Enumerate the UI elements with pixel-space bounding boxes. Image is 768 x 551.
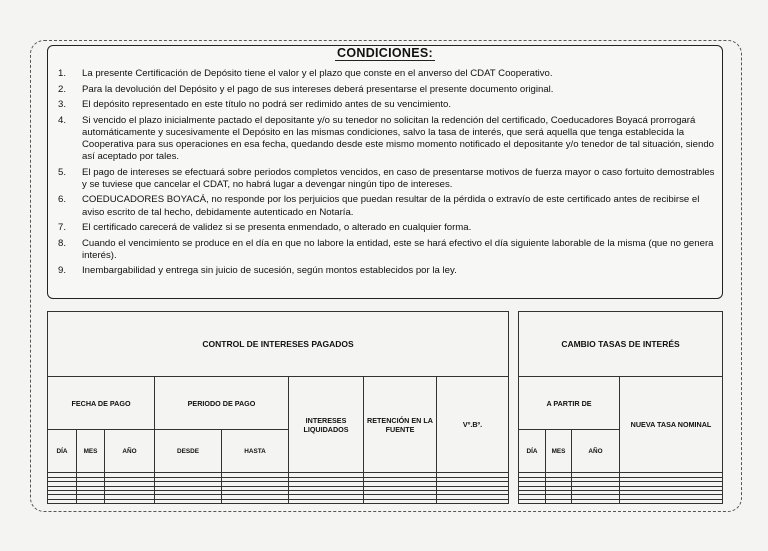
empty-cell (519, 499, 546, 503)
condition-item (54, 99, 716, 111)
condition-number: 4. (58, 114, 67, 126)
condition-item (54, 84, 716, 96)
condition-item (54, 115, 716, 164)
interest-row (48, 499, 509, 503)
interest-control-table (47, 311, 508, 504)
condition-item (54, 222, 716, 234)
condition-item (54, 194, 716, 218)
condition-text: El certificado carecerá de validez si se presenta enmendado, o alterado en cualquier forma. (82, 222, 472, 234)
condition-item (54, 167, 716, 191)
empty-cell (437, 499, 509, 503)
a-partir-header: A PARTIR DE (519, 377, 620, 429)
empty-cell (77, 499, 105, 503)
condition-text: El depósito representado en este título no podrá ser redimido antes de su vencimiento. (82, 99, 452, 110)
conditions-title: CONDICIONES: (337, 46, 433, 60)
rate-table-title: CAMBIO TASAS DE INTERÉS (519, 312, 723, 377)
condition-text: Si vencido el plazo inicialmente pactado el depositante y/o su tenedor no solicitan la redención del certificado, Coeducadores Boyacá prorrogará automáticamente y sucesivamente el Depósito en las mismas condiciones, salvo la tasa de interés, que será aquella que tenga establecida la Cooperativa para sus operaciones en esa fecha, quedando desde este mismo momento notificado el depositante y/o tenedor de tal situación, siendo así aceptado por tales. (82, 114, 714, 163)
condition-text: La presente Certificación de Depósito tiene el valor y el plazo que conste en el anverso del CDAT Cooperativo. (82, 68, 553, 79)
condition-number: 1. (58, 68, 67, 79)
condition-item (54, 265, 716, 277)
nueva-tasa-header: NUEVA TASA NOMINAL (620, 377, 723, 473)
empty-cell (364, 499, 437, 503)
empty-cell (155, 499, 222, 503)
empty-cell (48, 499, 77, 503)
periodo-pago-header: PERIODO DE PAGO (155, 377, 289, 429)
vobo-header: Vº.Bº. (437, 377, 509, 473)
condition-text: Inembargabilidad y entrega sin juicio de sucesión, según montos establecidos por la ley. (82, 265, 457, 277)
condition-item (54, 68, 716, 80)
retencion-header: RETENCIÓN EN LA FUENTE (364, 377, 437, 473)
rate-mes-header: MES (546, 429, 572, 473)
rate-anio-header: AÑO (572, 429, 620, 473)
empty-cell (572, 499, 620, 503)
rate-change-table (518, 311, 722, 504)
anio-header: AÑO (105, 429, 155, 473)
empty-cell (105, 499, 155, 503)
condition-number: 5. (58, 166, 67, 178)
intereses-header: INTERESES LIQUIDADOS (289, 377, 364, 473)
condition-text: Para la devolución del Depósito y el pago de sus intereses deberá presentarse el presente documento original. (82, 83, 554, 95)
condition-number: 7. (58, 222, 67, 234)
condition-number: 2. (58, 83, 67, 95)
conditions-box (47, 45, 723, 299)
hasta-header: HASTA (222, 429, 289, 473)
empty-cell (289, 499, 364, 503)
fecha-pago-header: FECHA DE PAGO (48, 377, 155, 429)
condition-number: 6. (58, 194, 67, 206)
empty-cell (222, 499, 289, 503)
condition-number: 3. (58, 99, 67, 110)
empty-cell (620, 499, 723, 503)
conditions-list (54, 68, 716, 281)
rate-dia-header: DÍA (519, 429, 546, 473)
condition-text: El pago de intereses se efectuará sobre periodos completos vencidos, en caso de presentarse motivos de fuerza mayor o caso fortuito demostrables y se tuviese que cancelar el CDAT, no habrá lugar a devengar ningún tipo de intereses. (82, 166, 715, 190)
rate-row (519, 499, 723, 503)
desde-header: DESDE (155, 429, 222, 473)
condition-text: COEDUCADORES BOYACÁ, no responde por los perjuicios que puedan resultar de la pérdida o extravío de este certificado antes de recibirse el aviso escrito de tal hecho, debidamente autenticado en Notaría. (82, 194, 700, 218)
empty-cell (546, 499, 572, 503)
condition-number: 8. (58, 237, 67, 249)
mes-header: MES (77, 429, 105, 473)
interest-table-title: CONTROL DE INTERESES PAGADOS (48, 312, 509, 377)
condition-item (54, 238, 716, 262)
condition-text: Cuando el vencimiento se produce en el día en que no labore la entidad, este se hará efectivo el día siguiente laborable de la misma (que no genera interés). (82, 237, 714, 261)
condition-number: 9. (58, 265, 67, 277)
dia-header: DÍA (48, 429, 77, 473)
